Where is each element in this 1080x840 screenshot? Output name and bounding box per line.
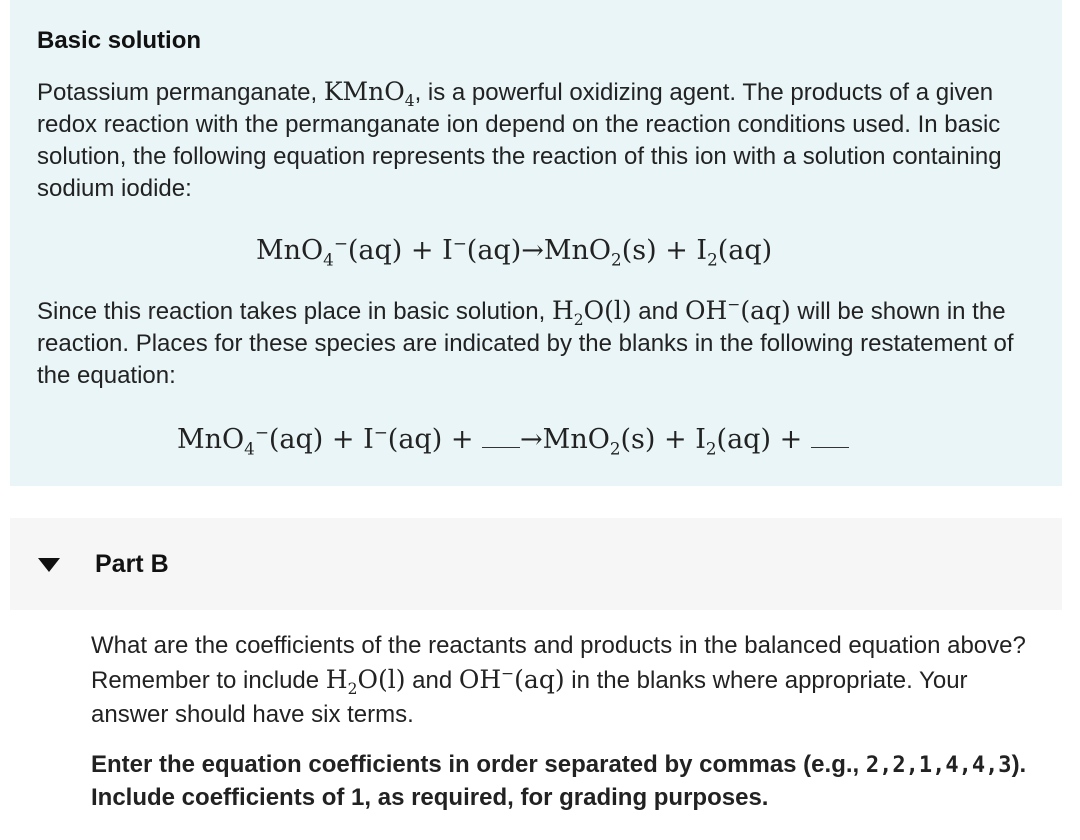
part-b-header[interactable] (10, 518, 1062, 610)
part-title: Part B (95, 550, 169, 578)
example-coefficients: 2,2,1,4,4,3 (865, 753, 1012, 778)
reaction-equation: $MnO_4^-(aq) + I^-(aq)\to MnO_2(s) + I_2(aq)$ (256, 233, 773, 270)
question-text: What are the coefficients of the reactants and products in the balanced equation above? Remember to include $H_2O(l)$ and OH−(aq) in the blanks where appropriate. Your answer should have six terms. (91, 632, 1026, 728)
basic-solution-paragraph: Since this reaction takes place in basic solution, $H_2O(l)$ and OH−(aq) will be shown in the reaction. Places for these species are indicated by the blanks in the following restatement of the equation: (37, 295, 1014, 389)
intro-paragraph: Potassium permanganate, KMnO$_4$, is a powerful oxidizing agent. The products of a given redox reaction with the permanganate ion depend on the reaction conditions used. In basic solution, the following equation represents the reaction of this ion with a solution containing sodium iodide: (37, 77, 1002, 202)
intro-title: Basic solution (37, 27, 202, 54)
restated-equation: $MnO_4^-(aq) + I^-(aq) + \to MnO_2(s) + I_2(aq)$ + (177, 422, 849, 458)
water-formula: $H_2O(l)$ (325, 665, 406, 698)
kmno4-formula: KMnO$_4$ (323, 77, 415, 110)
caret-down-icon[interactable] (38, 558, 60, 572)
product-blank (811, 427, 849, 448)
answer-instructions: Enter the equation coefficients in order separated by commas (e.g., 2,2,1,4,4,3). Include coefficients of 1, as required, for grading purposes. (91, 751, 1027, 811)
reactant-blank (482, 427, 520, 448)
hydroxide-formula: OH−(aq) (685, 295, 791, 325)
hydroxide-formula: OH−(aq) (458, 664, 565, 694)
intro-panel (10, 0, 1062, 486)
water-formula: $H_2O(l)$ (551, 296, 632, 329)
